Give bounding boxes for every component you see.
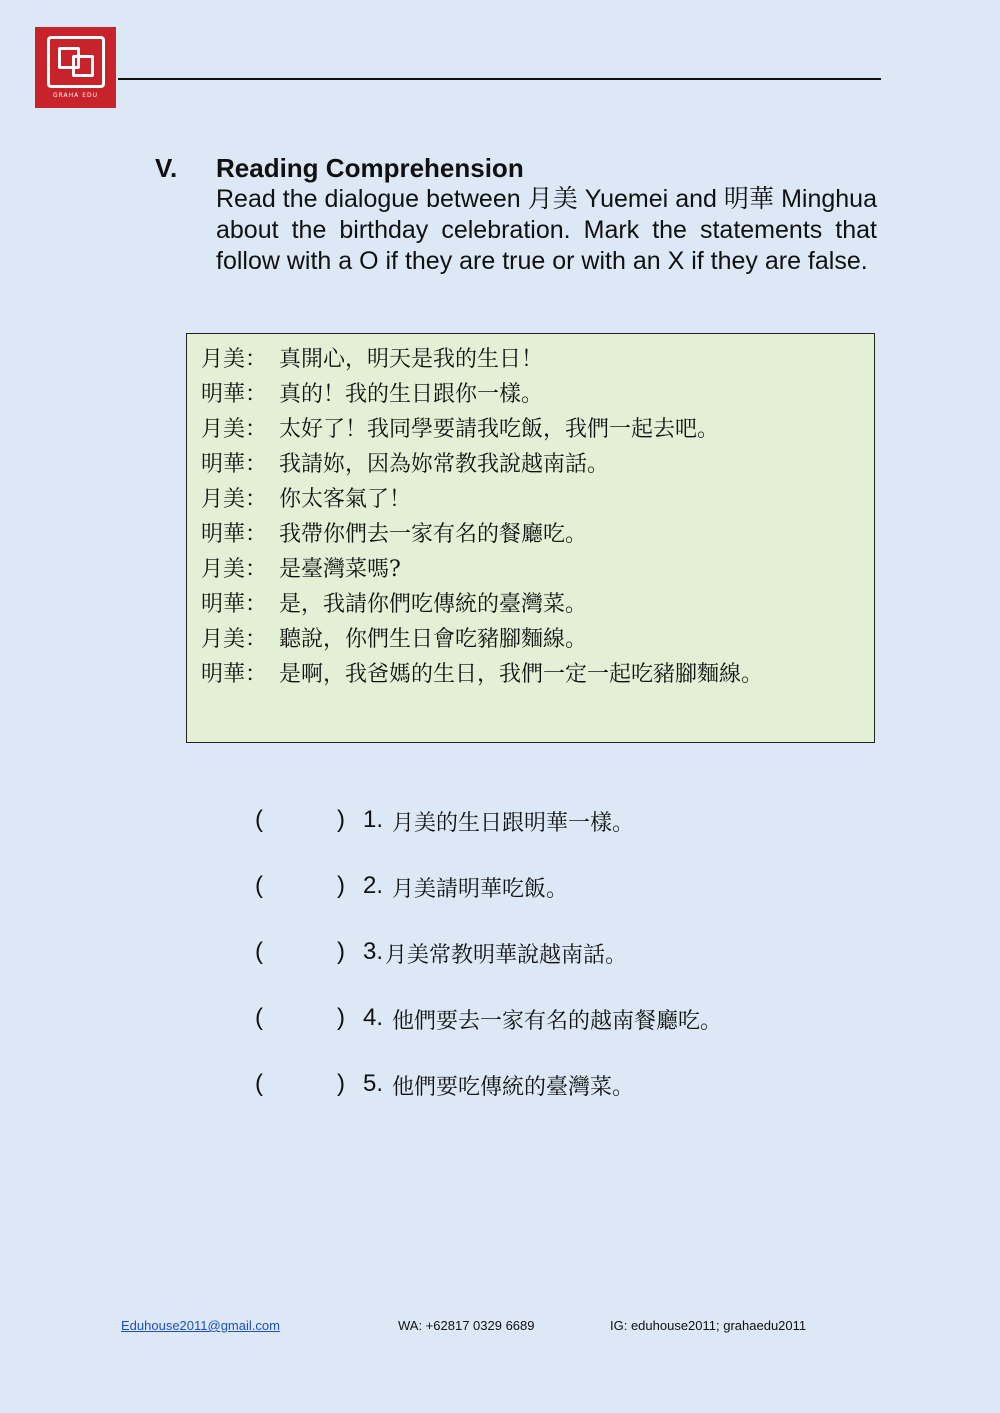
dialogue-line: [201, 377, 860, 412]
question-text: 他們要吃傳統的臺灣菜。: [392, 1075, 635, 1100]
dialogue-line: [201, 552, 860, 587]
footer-email[interactable]: [121, 1318, 280, 1333]
dialogue-box: [186, 333, 875, 743]
answer-paren-close: ): [337, 1004, 345, 1031]
dialogue-text: 真開心，明天是我的生日！: [279, 347, 544, 372]
dialogue-speaker: 月美：: [201, 557, 268, 582]
answer-paren-close: ): [337, 872, 345, 899]
dialogue-speaker: 明華：: [201, 382, 268, 407]
dialogue-line: [201, 482, 860, 517]
question-number: 2.: [363, 872, 384, 899]
dialogue-line: [201, 447, 860, 482]
dialogue-speaker: 月美：: [201, 347, 268, 372]
logo-caption: GRAHA EDU: [52, 92, 98, 99]
dialogue-line: [201, 622, 860, 657]
answer-paren-open[interactable]: (: [255, 1004, 263, 1031]
dialogue-text: 真的！我的生日跟你一樣。: [279, 382, 544, 407]
question-number: 4.: [363, 1004, 384, 1031]
section-instructions: Read the dialogue between 月美 Yuemei and 明華 Minghua about the birthday celebration. Mark the statements that follow with a O if they are true or with an X if they are false.: [216, 185, 877, 275]
header-divider: [118, 78, 881, 80]
dialogue-text: 是啊，我爸媽的生日，我們一定一起吃豬腳麵線。: [279, 662, 764, 687]
dialogue-speaker: 月美：: [201, 627, 268, 652]
dialogue-line: [201, 342, 860, 377]
dialogue-line: [201, 587, 860, 622]
dialogue-text: 是臺灣菜嗎?: [279, 557, 401, 582]
question-number: 1.: [363, 806, 384, 833]
graha-edu-logo: [35, 27, 116, 108]
dialogue-text: 我請妳，因為妳常教我說越南話。: [279, 452, 610, 477]
section-number: V.: [155, 153, 178, 183]
footer-instagram: IG: eduhouse2011; grahaedu2011: [610, 1318, 807, 1333]
dialogue-line: [201, 517, 860, 552]
dialogue-speaker: 明華：: [201, 592, 268, 617]
dialogue-text: 你太客氣了！: [279, 487, 412, 512]
question-text: 月美請明華吃飯。: [392, 877, 569, 902]
answer-paren-open[interactable]: (: [255, 938, 263, 965]
footer-whatsapp: WA: +62817 0329 6689: [398, 1318, 535, 1333]
question-number: 3.: [363, 938, 384, 965]
dialogue-text: 太好了！我同學要請我吃飯，我們一起去吧。: [279, 417, 720, 442]
question-text: 月美的生日跟明華一樣。: [392, 811, 635, 836]
dialogue-line: [201, 657, 860, 692]
answer-paren-close: ): [337, 938, 345, 965]
dialogue-speaker: 月美：: [201, 417, 268, 442]
question-text: 他們要去一家有名的越南餐廳吃。: [392, 1009, 723, 1034]
dialogue-text: 是，我請你們吃傳統的臺灣菜。: [279, 592, 588, 617]
email-link[interactable]: Eduhouse2011@gmail.com: [121, 1318, 280, 1333]
answer-paren-open[interactable]: (: [255, 806, 263, 833]
answer-paren-open[interactable]: (: [255, 1070, 263, 1097]
dialogue-speaker: 明華：: [201, 452, 268, 477]
dialogue-text: 聽說，你們生日會吃豬腳麵線。: [279, 627, 588, 652]
section-title: Reading Comprehension: [216, 153, 524, 183]
question-number: 5.: [363, 1070, 384, 1097]
dialogue-speaker: 明華：: [201, 662, 268, 687]
dialogue-speaker: 明華：: [201, 522, 268, 547]
question-text: 月美常教明華說越南話。: [385, 943, 628, 968]
dialogue-speaker: 月美：: [201, 487, 268, 512]
logo-seal-icon: [47, 36, 105, 88]
answer-paren-open[interactable]: (: [255, 872, 263, 899]
answer-paren-close: ): [337, 806, 345, 833]
dialogue-line: [201, 412, 860, 447]
dialogue-text: 我帶你們去一家有名的餐廳吃。: [279, 522, 588, 547]
answer-paren-close: ): [337, 1070, 345, 1097]
